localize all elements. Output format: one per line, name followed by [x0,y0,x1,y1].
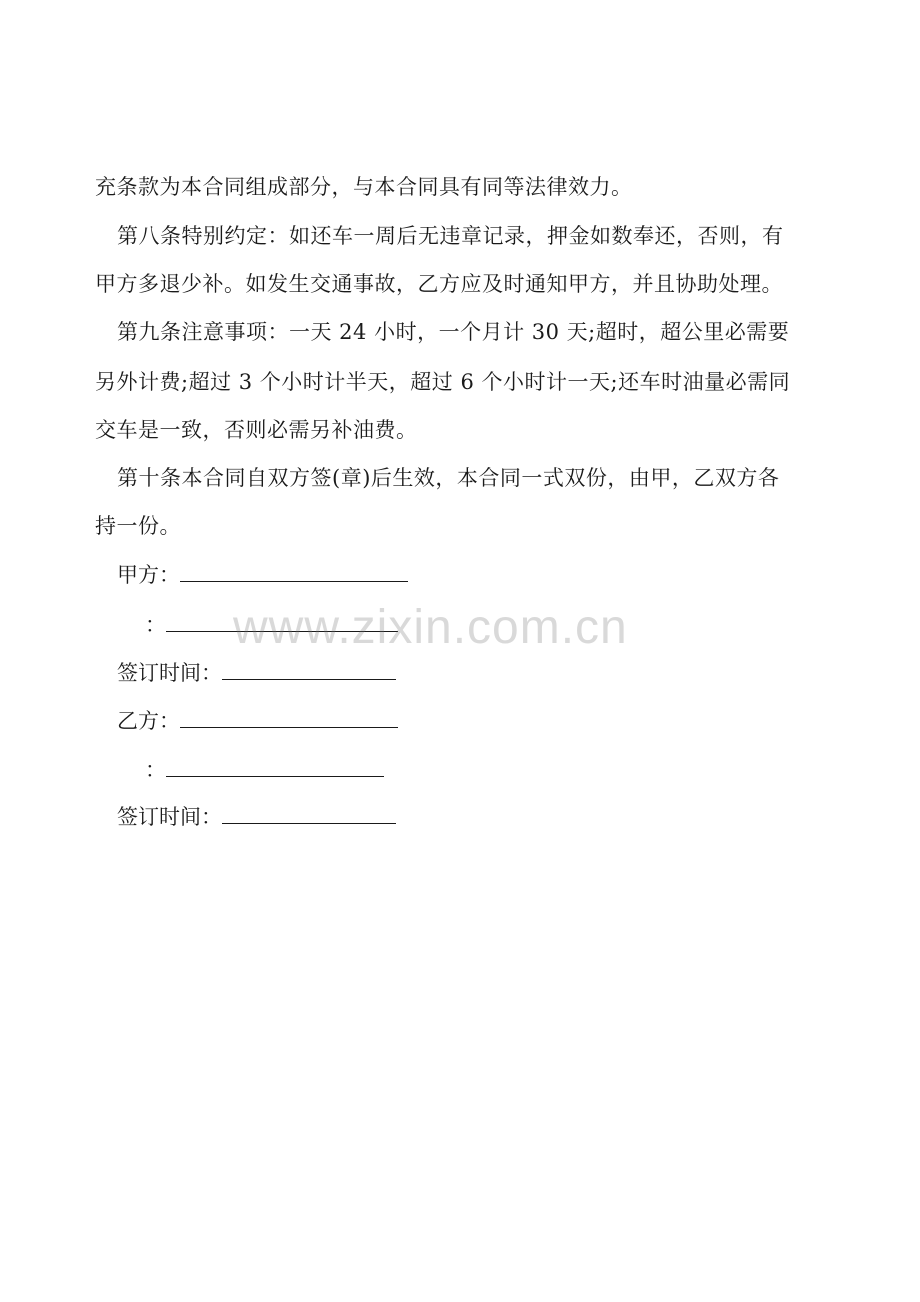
party-b-sub-label: ： [145,758,166,782]
party-a-line [117,561,408,589]
party-b-line [117,707,398,735]
paragraph-line: 第十条本合同自双方签(章)后生效，本合同一式双份，由甲，乙双方各 [117,466,780,490]
party-b-sub-line [145,756,384,784]
party-a-label: 甲方： [117,563,180,587]
paragraph-line: 充条款为本合同组成部分，与本合同具有同等法律效力。 [95,175,633,199]
party-a-blank[interactable] [180,561,408,582]
party-a-date-line [117,659,396,687]
paragraph-line: 甲方多退少补。如发生交通事故，乙方应及时通知甲方，并且协助处理。 [95,272,783,296]
party-b-date-line [117,803,396,831]
party-b-date-label: 签订时间： [117,805,222,829]
party-a-date-blank[interactable] [222,659,396,680]
party-a-sub-label: ： [145,613,166,637]
paragraph-line: 第九条注意事项：一天 24 小时，一个月计 30 天;超时，超公里必需要 [117,320,790,344]
party-b-label: 乙方： [117,709,180,733]
party-b-date-blank[interactable] [222,803,396,824]
party-b-blank[interactable] [180,707,398,728]
paragraph-line: 第八条特别约定：如还车一周后无违章记录，押金如数奉还，否则，有 [117,224,784,248]
party-b-sub-blank[interactable] [166,756,384,777]
paragraph-line: 另外计费;超过 3 个小时计半天，超过 6 个小时计一天;还车时油量必需同 [95,370,791,394]
watermark: www.zixin.com.cn [233,601,628,654]
paragraph-line: 持一份。 [95,514,181,538]
party-a-date-label: 签订时间： [117,661,222,685]
paragraph-line: 交车是一致，否则必需另补油费。 [95,418,418,442]
